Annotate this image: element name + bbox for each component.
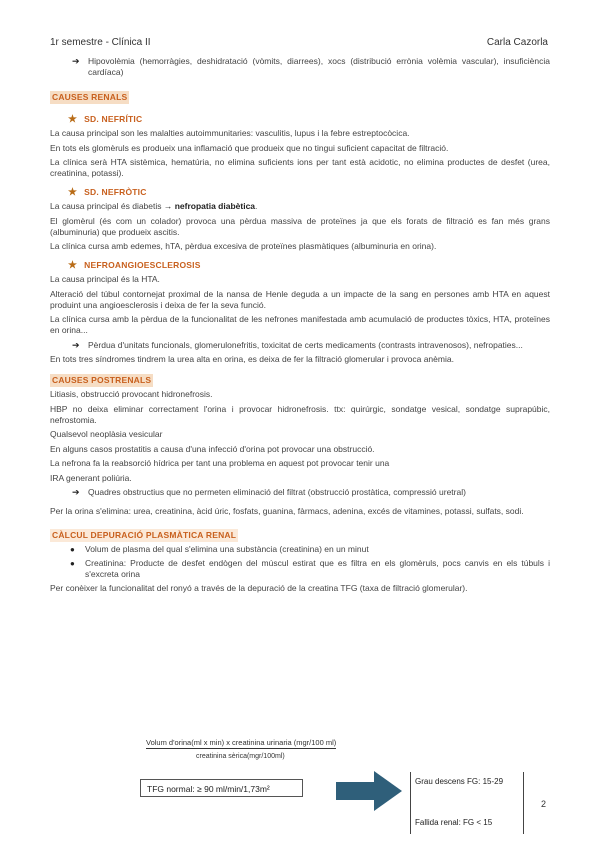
paragraph: En tots tres síndromes tindrem la urea alta en orina, es deixa de fer la filtració glomerular i provoca anèmia. — [50, 353, 454, 364]
paragraph: Per conèixer la funcionalitat del ronyó a través de la depuració de la creatina TFG (taxa de filtració glomerular). — [50, 582, 468, 593]
list-item-text: Pèrdua d'unitats funcionals, glomerulonefritis, toxicitat de certs medicaments (contrasts intravenosos), nefropaties... — [88, 339, 523, 350]
paragraph: La nefrona fa la reabsorció hídrica per tant una problema en aquest pot provocar tenir una — [50, 458, 390, 468]
paragraph: La causa principal son les malalties autoimmunitaries: vasculitis, lupus i la febre estreptocòcica. — [50, 128, 410, 138]
formula-numerator: Volum d'orina(ml x min) x creatinina urinaria (mgr/100 ml) — [146, 738, 337, 747]
list-item — [50, 558, 550, 580]
paragraph: Qualsevol neoplàsia vesicular — [50, 429, 163, 439]
subheading-label: SD. NEFRÒTIC — [84, 187, 147, 197]
tfg-normal-box: TFG normal: ≥ 90 ml/min/1,73m² — [140, 779, 303, 797]
text: . — [255, 201, 258, 211]
section-heading-causes-postrenals: CAUSES POSTRENALS — [52, 375, 152, 385]
paragraph: En alguns casos prostatitis a causa d'una infecció d'orina pot provocar una obstrucció. — [50, 443, 375, 454]
arrow-bullet-icon: ➔ — [72, 339, 80, 350]
formula-denominator: creatinina sèrica(mgr/100ml) — [196, 753, 285, 760]
paragraph: La clínica cursa amb edemes, hTA, pèrdua excesiva de proteïnes plasmàtiques (albuminuria en orina). — [50, 241, 437, 251]
paragraph: La causa principal és la HTA. — [50, 274, 160, 284]
paragraph: En tots els glomèruls es produeix una inflamació que produeix que no tingui suficient capacitat de filtració. — [50, 142, 449, 153]
list-item-text: Volum de plasma del qual s'elimina una substància (creatinina) en un minut — [85, 543, 369, 554]
subheading-label: SD. NEFRÍTIC — [84, 114, 143, 124]
subheading-nefritic — [68, 114, 550, 125]
paragraph: La clínica cursa amb la pèrdua de la funcionalitat de les nefrones manifestada amb acumulació de productes tòxics, HTA, proteïnes en orina... — [50, 314, 550, 335]
arrow-bullet-icon: ➔ — [72, 487, 80, 497]
subheading-nefroangioesclerosis — [68, 260, 550, 271]
fg-stage-box — [410, 772, 524, 834]
right-arrow-icon — [336, 771, 402, 811]
paragraph: HBP no deixa eliminar correctament l'orina i provocar hidronefrosis. ttx: quirúrgic, sondatge vesical, sondatge suprapúbic, nefrostomia. — [50, 403, 550, 425]
star-icon: ★ — [68, 114, 78, 125]
section-heading-calcul: CÀLCUL DEPURACIÓ PLASMÀTICA RENAL — [52, 529, 237, 540]
arrow-icon: → — [163, 201, 173, 211]
header-author: Carla Cazorla — [486, 37, 548, 48]
paragraph: IRA generant poliúria. — [50, 472, 132, 483]
bold-term: nefropatia diabètica — [172, 201, 256, 211]
subheading-nefrotic — [68, 187, 550, 198]
list-item — [50, 544, 550, 555]
list-item — [50, 487, 550, 498]
section-heading-causes-renals: CAUSES RENALS — [52, 92, 128, 102]
page-number: 2 — [541, 799, 547, 809]
arrow-bullet-icon: ➔ — [72, 56, 80, 66]
paragraph: La clínica serà HTA sistèmica, hematúria, no elimina suficients ions per tant està acidotic, no elimina productes de desfet (urea, creatinina, potassi). — [50, 157, 550, 178]
list-item — [50, 56, 550, 78]
list-item-text: Hipovolèmia (hemorràgies, deshidratació (vòmits, diarrees), xocs (distribució errònia volèmia vascular), insuficiència cardíaca) — [88, 56, 550, 77]
star-icon: ★ — [68, 187, 78, 198]
bullet-icon: ● — [70, 544, 75, 554]
paragraph: Litiasis, obstrucció provocant hidronefrosis. — [50, 389, 213, 399]
list-item — [50, 340, 550, 351]
paragraph — [50, 201, 550, 212]
star-icon: ★ — [68, 260, 78, 271]
subheading-label: NEFROANGIOESCLEROSIS — [84, 260, 201, 270]
paragraph: El glomèrul (és com un colador) provoca una pèrdua massiva de proteïnes ja que els forats de filtració es fan més grans (albuminuria) que produeix ascitis. — [50, 215, 550, 237]
paragraph: Per la orina s'elimina: urea, creatinina, àcid úric, fosfats, guanina, fàrmacs, adenina, excés de vitamines, potassi, sulfats, sodi. — [50, 506, 524, 516]
header-course: 1r semestre - Clínica II — [50, 37, 151, 48]
text: La causa principal és diabetis — [50, 201, 164, 211]
grau-descens-text: Grau descens FG: 15-29 — [415, 777, 504, 786]
fallida-renal-text: Fallida renal: FG < 15 — [415, 818, 493, 827]
list-item-text: Quadres obstructius que no permeten eliminació del filtrat (obstrucció prostàtica, compressió uretral) — [88, 487, 466, 497]
paragraph: Alteració del túbul contornejat proximal de la nansa de Henle deguda a un impacte de la sang en persones amb HTA en aquest produint una angioesclerosis i deixa de fer la seva funció. — [50, 288, 550, 310]
document-body — [50, 56, 550, 597]
list-item-text: Creatinina: Producte de desfet endògen del múscul estirat que es filtra en els glomèruls, pocs canvis en els túbuls i s'excreta orina — [85, 557, 550, 579]
bullet-icon: ● — [70, 558, 75, 568]
